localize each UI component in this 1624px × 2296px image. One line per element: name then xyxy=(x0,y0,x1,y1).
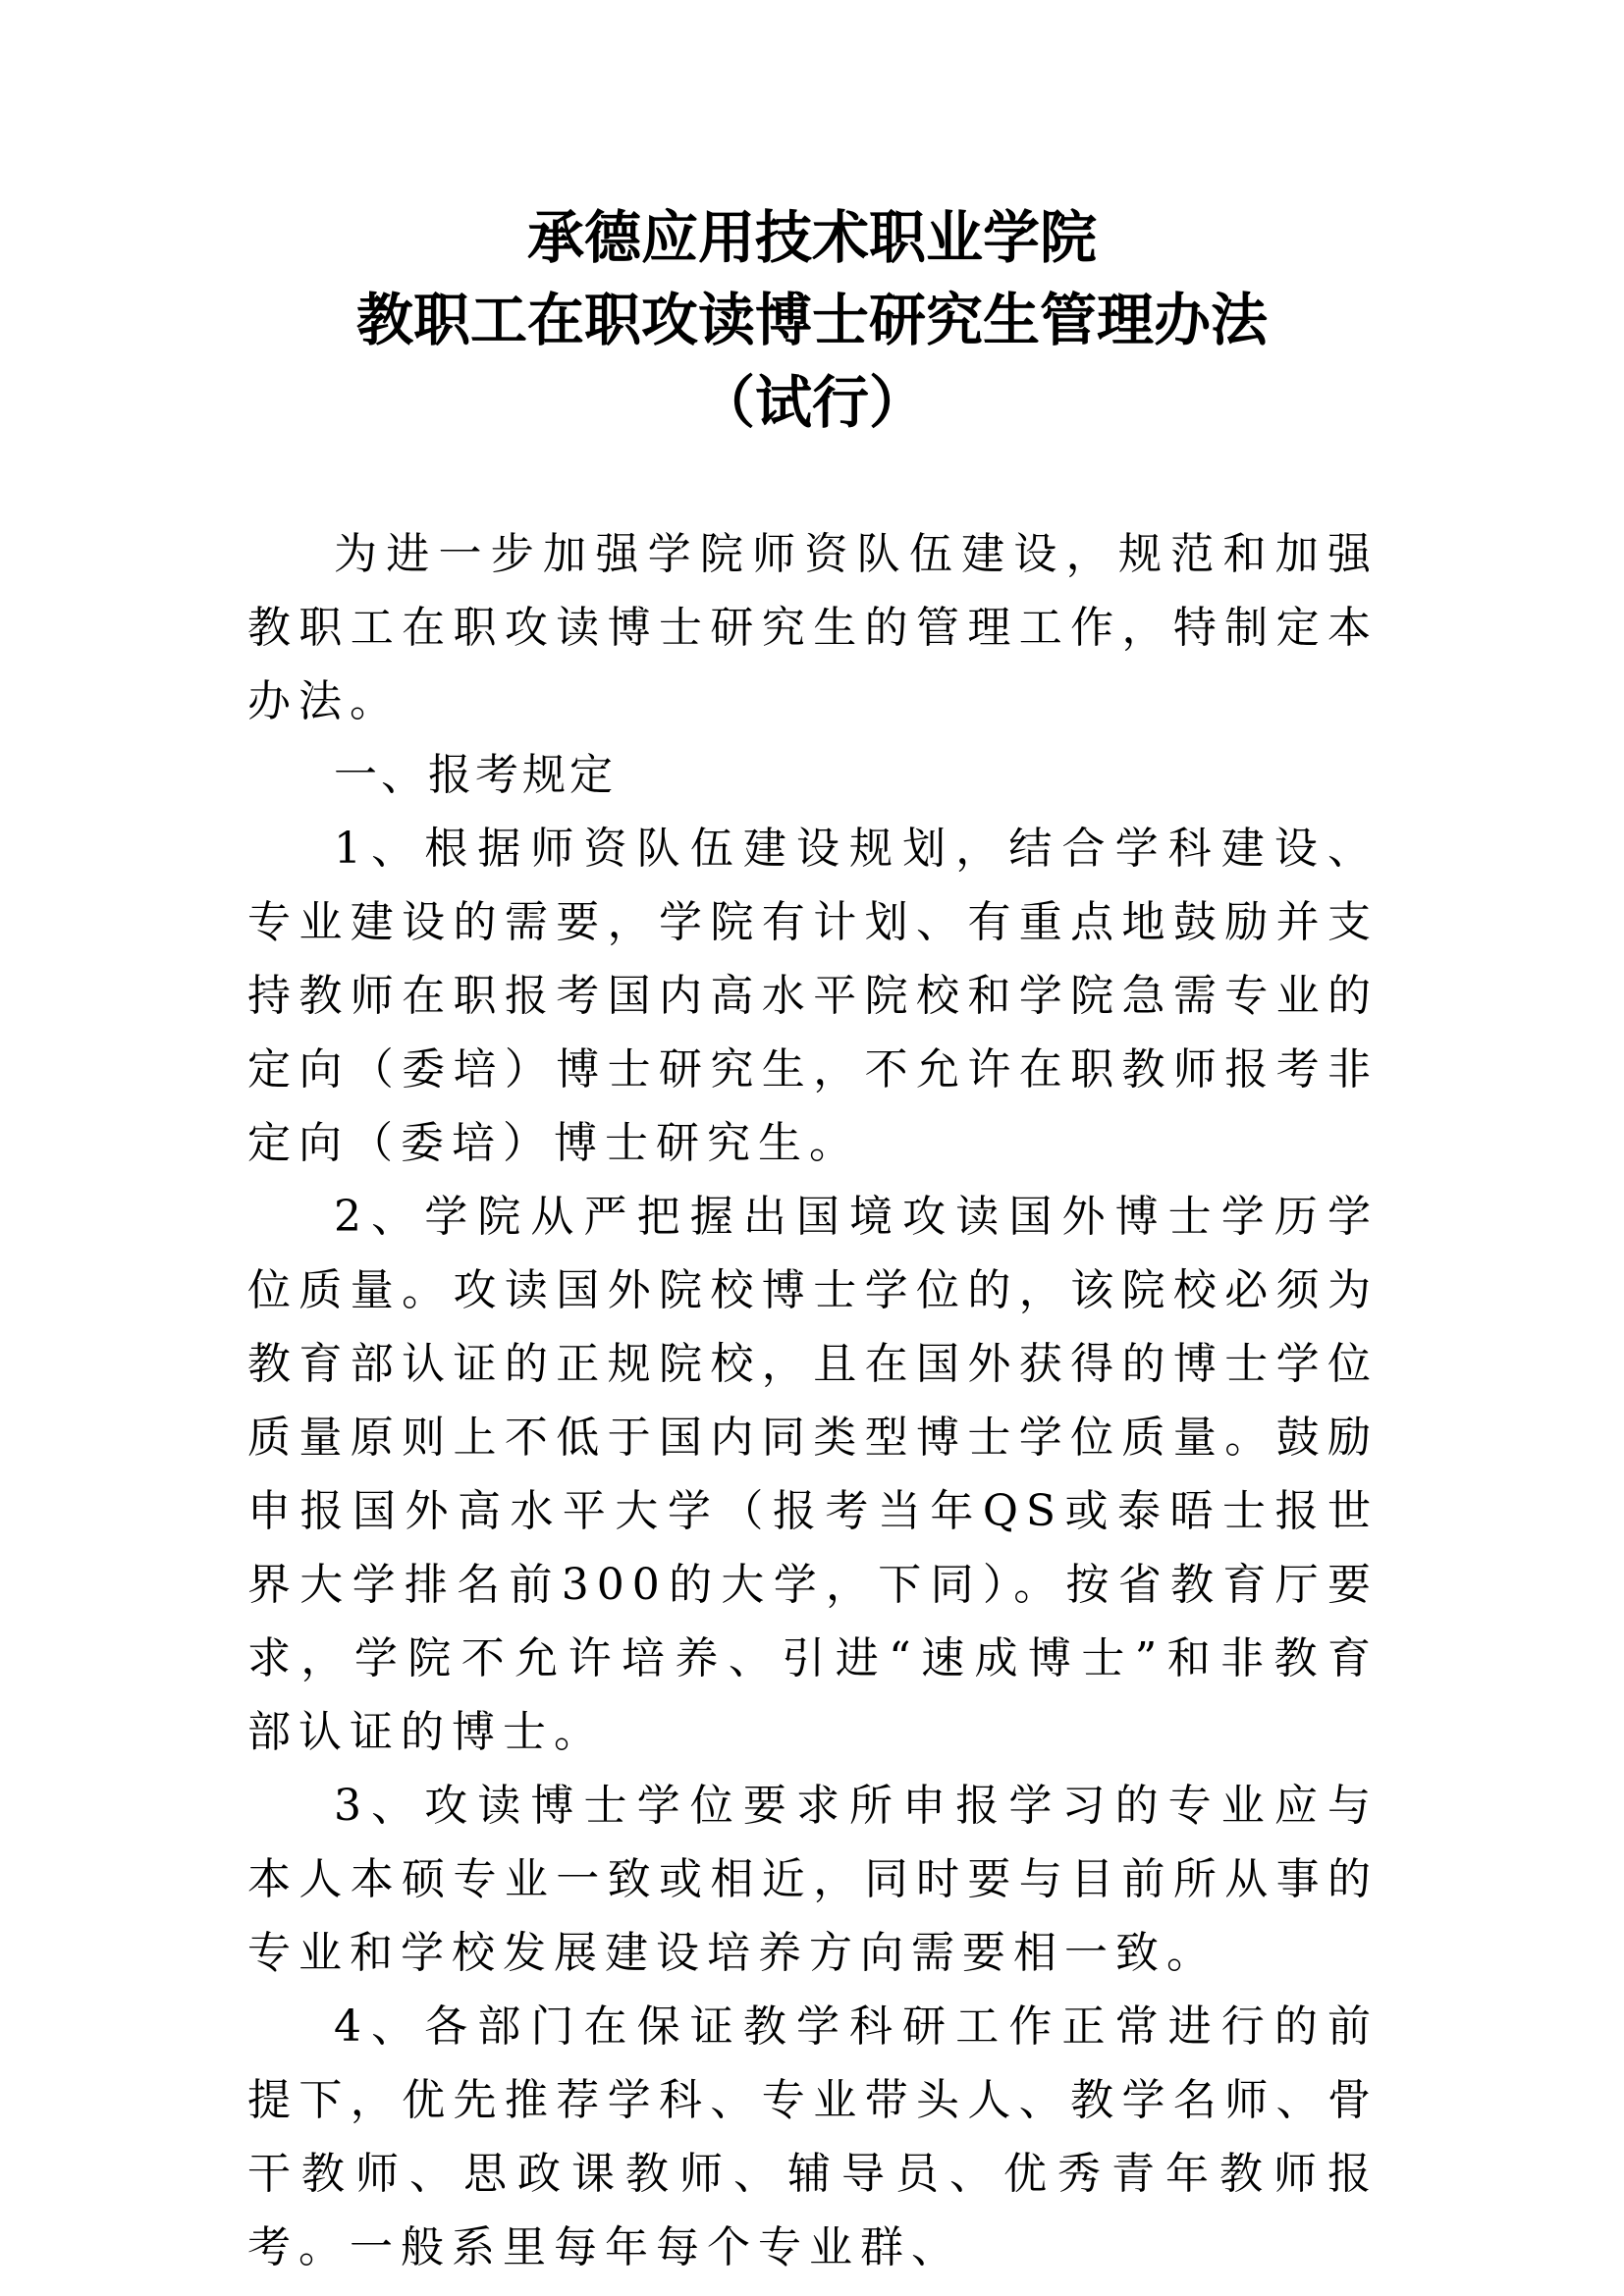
title-institution: 承德应用技术职业学院 xyxy=(526,204,1097,271)
title-trial-note: （试行） xyxy=(697,369,926,436)
section-heading: 一、报考规定 xyxy=(334,750,617,800)
document-body xyxy=(247,517,1379,2284)
intro-paragraph: 为进一步加强学院师资队伍建设，规范和加强教职工在职攻读博士研究生的管理工作，特制定本办法。 xyxy=(247,529,1379,726)
clause-2: 2、学院从严把握出国境攻读国外博士学历学位质量。攻读国外院校博士学位的，该院校必须为教育部认证的正规院校，且在国外获得的博士学位质量原则上不低于国内同类型博士学位质量。鼓励申报国外高水平大学（报考当年QS或泰晤士报世界大学排名前300的大学，下同）。按省教育厅要求，学院不允许培养、引进“速成博士”和非教育部认证的博士。 xyxy=(247,1192,1379,1757)
title-regulation-name: 教职工在职攻读博士研究生管理办法 xyxy=(355,287,1268,353)
clause-3: 3、攻读博士学位要求所申报学习的专业应与本人本硕专业一致或相近，同时要与目前所从事的专业和学校发展建设培养方向需要相一致。 xyxy=(247,1781,1379,1978)
clause-1: 1、根据师资队伍建设规划，结合学科建设、专业建设的需要，学院有计划、有重点地鼓励并支持教师在职报考国内高水平院校和学院急需专业的定向（委培）博士研究生，不允许在职教师报考非定向（委培）博士研究生。 xyxy=(247,824,1379,1168)
clause-4: 4、各部门在保证教学科研工作正常进行的前提下，优先推荐学科、专业带头人、教学名师、骨干教师、思政课教师、辅导员、优秀青年教师报考。一般系里每年每个专业群、 xyxy=(247,2002,1379,2272)
document-title xyxy=(0,196,1624,444)
